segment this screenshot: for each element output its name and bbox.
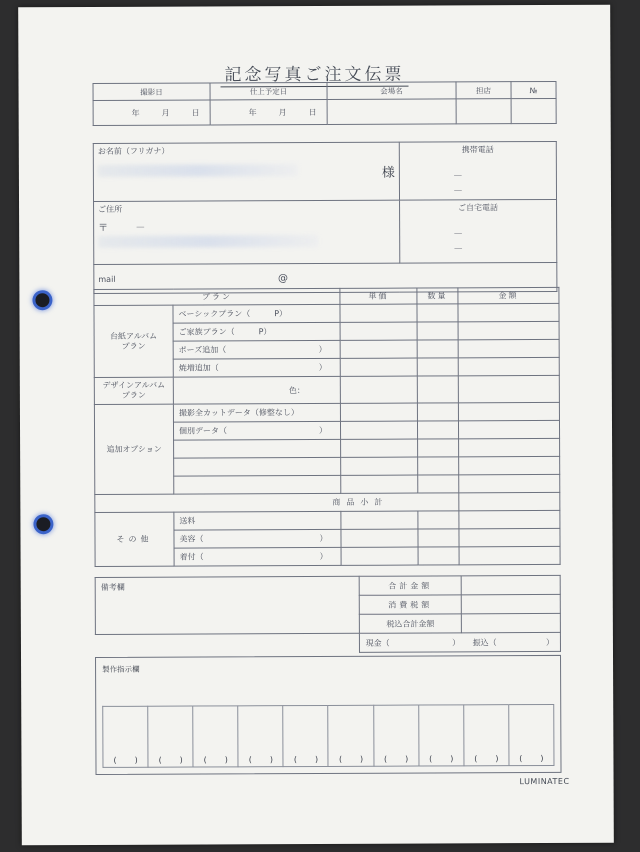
cell[interactable] <box>418 475 459 493</box>
home-phone-dashes: － － <box>453 228 554 256</box>
address-field[interactable] <box>94 200 400 264</box>
cell[interactable] <box>341 547 418 565</box>
cell[interactable] <box>458 339 559 357</box>
redacted-name <box>98 164 298 177</box>
total-label: 合計金額 <box>359 576 462 595</box>
total-with-tax-field[interactable] <box>462 613 561 632</box>
production-box[interactable]: () <box>102 706 147 768</box>
cell[interactable] <box>418 457 459 475</box>
mobile-field[interactable] <box>399 141 556 200</box>
production-instructions[interactable] <box>95 655 562 775</box>
postal-dash: － <box>135 222 146 234</box>
remarks-label: 備考欄 <box>100 582 125 592</box>
shipping-row[interactable]: 送料 <box>174 511 341 530</box>
reprint-add-row[interactable]: 焼増追加（ ） <box>173 358 340 377</box>
production-box[interactable]: () <box>418 704 463 766</box>
cell[interactable] <box>458 420 559 438</box>
tax-label: 消費税額 <box>359 595 462 614</box>
cell[interactable] <box>340 421 417 439</box>
mobile-dashes: － － <box>452 170 553 198</box>
production-box[interactable]: () <box>373 705 418 767</box>
finish-date-label: 仕上予定日 <box>210 82 327 100</box>
cell[interactable] <box>340 322 417 340</box>
quantity-header: 数量 <box>417 288 458 304</box>
name-label: お名前（フリガナ） <box>97 146 170 156</box>
cell[interactable] <box>417 358 458 376</box>
venue-label: 会場名 <box>327 82 456 100</box>
cell[interactable] <box>458 357 559 375</box>
cell[interactable] <box>340 358 417 376</box>
production-boxes <box>102 704 562 768</box>
cell[interactable] <box>459 510 560 528</box>
plan-table <box>93 287 560 567</box>
cell[interactable] <box>459 438 560 456</box>
payment-row[interactable]: 現金（ ） 振込（ ） <box>359 632 560 652</box>
production-box[interactable]: () <box>147 706 192 768</box>
cell[interactable] <box>459 528 560 546</box>
beauty-row[interactable]: 美容（ ） <box>174 529 341 548</box>
production-box[interactable]: () <box>192 705 237 767</box>
production-box[interactable]: () <box>328 705 373 767</box>
cell[interactable] <box>417 403 458 421</box>
unit-price-header: 単価 <box>340 288 417 304</box>
store-field[interactable] <box>456 99 511 124</box>
order-form-sheet <box>18 5 614 846</box>
redacted-address <box>98 235 318 248</box>
family-plan-row[interactable]: ご家族プラン（ P） <box>173 322 340 341</box>
mail-label: mail <box>98 274 116 284</box>
production-box[interactable]: () <box>238 705 283 767</box>
design-album-category: デザインアルバム プラン <box>94 377 173 404</box>
cell[interactable] <box>417 322 458 340</box>
cash-label: 現金（ <box>365 638 390 648</box>
cell[interactable] <box>418 511 459 529</box>
cell[interactable] <box>417 340 458 358</box>
name-field[interactable] <box>93 142 399 201</box>
cell[interactable] <box>458 321 559 339</box>
production-box[interactable]: () <box>463 704 508 766</box>
binder-hole <box>36 517 50 531</box>
customer-table <box>93 141 558 294</box>
cell[interactable] <box>418 439 459 457</box>
brand-label: LUMINATEC <box>519 776 570 787</box>
number-field[interactable] <box>511 98 556 123</box>
cell[interactable] <box>341 457 418 475</box>
total-with-tax-label: 税込合計金額 <box>359 614 462 633</box>
venue-field[interactable] <box>327 99 456 125</box>
mobile-label: 携帯電話 <box>461 145 494 155</box>
header-table <box>93 81 557 126</box>
production-box[interactable]: () <box>283 705 328 767</box>
subtotal-field[interactable] <box>459 492 560 510</box>
blank-option-row[interactable] <box>174 457 341 476</box>
other-category: その他 <box>95 512 174 566</box>
blank-option-row[interactable] <box>174 475 341 494</box>
address-label: ご住所 <box>98 204 123 214</box>
cell[interactable] <box>341 439 418 457</box>
options-category: 追加オプション <box>94 404 173 494</box>
store-label: 担店 <box>456 82 511 99</box>
at-mark: @ <box>278 272 289 284</box>
finish-date-field[interactable]: 年 月 日 <box>210 99 327 125</box>
cell[interactable] <box>458 375 559 402</box>
binder-hole <box>35 293 49 307</box>
cell[interactable] <box>417 304 458 322</box>
cell[interactable] <box>418 547 459 565</box>
pose-add-row[interactable]: ポーズ追加（ ） <box>173 340 340 359</box>
cell[interactable] <box>458 303 559 321</box>
number-label: № <box>511 81 556 98</box>
individual-data-row[interactable]: 個別データ（ ） <box>173 421 340 440</box>
plan-header: プラン <box>94 288 340 305</box>
cell[interactable] <box>417 376 458 403</box>
home-phone-label: ご自宅電話 <box>457 203 499 213</box>
cell[interactable] <box>418 529 459 547</box>
tax-field[interactable] <box>462 594 561 613</box>
design-album-row[interactable]: 色： <box>173 376 340 404</box>
shoot-date-label: 撮影日 <box>93 83 210 101</box>
cell[interactable] <box>459 546 560 564</box>
basic-plan-row[interactable]: ベーシックプラン（ P） <box>173 304 340 323</box>
production-box[interactable]: () <box>508 704 554 766</box>
cell[interactable] <box>340 304 417 322</box>
honorific-text: 様 <box>381 165 395 181</box>
shoot-date-field[interactable]: 年 月 日 <box>93 100 210 126</box>
cell[interactable] <box>340 340 417 358</box>
cell[interactable] <box>341 529 418 547</box>
postal-mark: 〒 <box>98 222 109 234</box>
cell[interactable] <box>417 421 458 439</box>
remarks-field[interactable] <box>95 576 359 634</box>
blank-option-row[interactable] <box>174 439 341 458</box>
total-field[interactable] <box>462 575 561 594</box>
dressing-row[interactable]: 着付（ ） <box>174 547 341 566</box>
production-label: 製作指示欄 <box>102 664 140 674</box>
cell[interactable] <box>459 456 560 474</box>
subtotal-label: 商品小計 <box>95 493 459 513</box>
cell[interactable] <box>458 402 559 420</box>
cell[interactable] <box>459 474 560 492</box>
form-title: 記念写真ご注文伝票 <box>18 59 610 87</box>
amount-header: 金額 <box>458 287 559 303</box>
cell[interactable] <box>341 511 418 529</box>
home-phone-field[interactable] <box>399 199 556 263</box>
transfer-label: 振込（ <box>472 637 497 647</box>
cell[interactable] <box>340 376 417 403</box>
cell[interactable] <box>340 403 417 421</box>
cell[interactable] <box>341 475 418 493</box>
daishi-album-category: 台紙アルバム プラン <box>94 305 173 377</box>
summary-table <box>95 575 561 654</box>
all-cut-data-row[interactable]: 撮影全カットデータ（修整なし） <box>173 403 340 422</box>
